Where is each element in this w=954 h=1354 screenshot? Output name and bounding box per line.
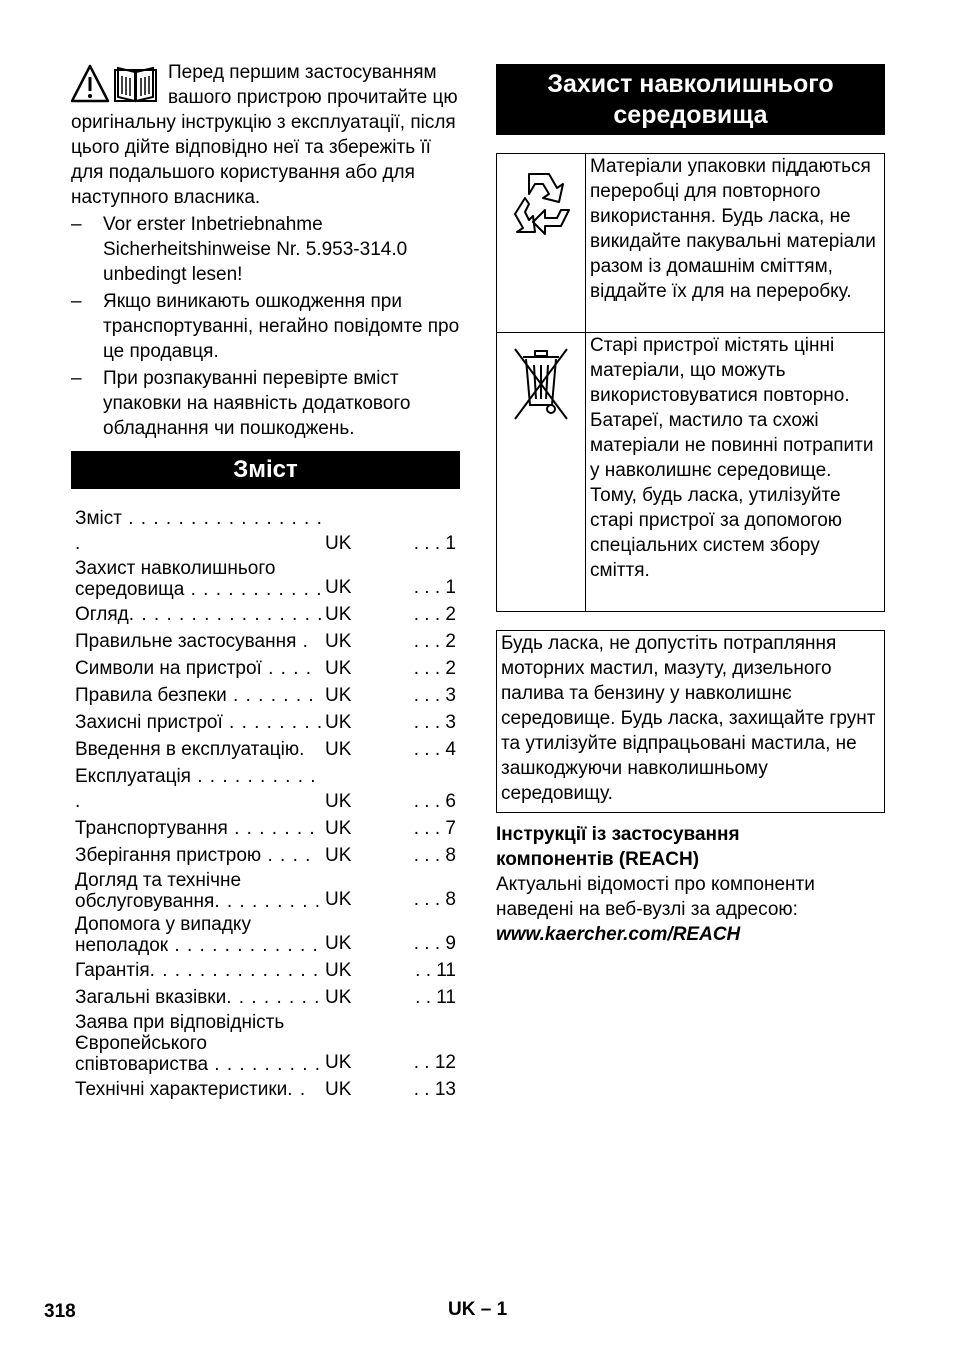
toc-row[interactable] [75,683,456,710]
toc-row[interactable] [75,558,456,602]
toc-entry-title [75,737,325,764]
toc-entry-title [75,1012,325,1077]
toc-entry-title [75,843,325,870]
bullet-text: При розпакуванні перевірте вміст упаковки на наявність додаткового обладнання чи пошкоджень. [103,368,411,439]
toc-entry-lang: UK [325,889,352,910]
toc-entry-lang: UK [325,1079,352,1100]
reach-title [496,822,885,872]
toc-entry-page: . . . 6 [413,791,456,812]
toc-row[interactable] [75,710,456,737]
toc-leader: . . . . . . . . . [214,891,322,912]
toc-leader: . [299,739,306,760]
toc-title-line: Зміст [75,508,122,529]
manual-book-icon [115,68,156,101]
toc-entry-page: . . . 2 [413,631,456,652]
toc-leader: . . . . . . . . . [208,1054,322,1075]
toc-entry-title [75,683,325,710]
toc-leader: . . . . . . . [226,685,315,706]
environment-text: Старі пристрої містять цінні матеріали, що можуть використовуватися повторно. Батареї, мастило та схожі матеріали не повинні потрапити у навколишнє середовище. Тому, будь ласка, утилізуйте старі пристрої за допомогою спеціальних систем збору сміття. [590,335,874,581]
toc-entry-lang: UK [325,845,352,866]
toc-entry-title [75,870,325,914]
toc-row[interactable] [75,985,456,1012]
toc-entry-title [75,558,325,602]
toc-entry-page: . . . 8 [413,845,456,866]
toc-leader: . . . . . . . . . . . . . . [149,960,320,981]
toc-entry-title [75,816,325,843]
bullet-marker: – [71,214,82,235]
toc-row[interactable] [75,737,456,764]
toc-entry-page: . . . 3 [413,712,456,733]
toc-title-line: співтовариства [75,1054,209,1075]
toc-title-line: Гарантія [75,960,150,981]
toc-entry-lang: UK [325,739,352,760]
crossed-bin-icon [511,345,571,423]
toc-leader: . . . . . . . . . . . . . . . . [128,604,324,625]
oil-note-box: Будь ласка, не допустіть потрапляння моторних мастил, мазуту, дизельного палива та бензину у навколишнє середовище. Будь ласка, захищайте грунт та утилізуйте відпрацьовані мастила, не зашкоджуючи навколишньому середовищу. [496,630,885,813]
toc-entry-lang: UK [325,818,352,839]
footer-section: UK – 1 [448,1299,508,1320]
toc-table [75,506,456,1104]
environment-heading [496,64,885,135]
toc-title-line: Загальні вказівки [75,987,227,1008]
toc-leader: . [296,631,309,652]
toc-leader: . . [287,1079,307,1100]
toc-entry-page: . . . 9 [413,933,456,954]
reach-title-line2: компонентів (REACH) [496,849,700,870]
toc-row[interactable] [75,629,456,656]
toc-title-line: Захисні пристрої [75,712,223,733]
toc-title-line: Захист навколишнього [75,558,276,579]
toc-entry-title [75,602,325,629]
toc-leader: . . . . . . . . . . . [184,579,323,600]
reach-url: www.kaercher.com/REACH [496,924,741,945]
toc-title-line: Європейського [75,1033,207,1054]
toc-title-line: Правила безпеки [75,685,227,706]
page-number: 318 [44,1301,76,1322]
toc-leader: . . . . . . . . [226,987,321,1008]
bullet-item [71,212,460,287]
intro-text: Перед першим застосуванням вашого пристрою прочитайте цю оригінальну інструкцію з експлуатації, після цього дійте відповідно неї та збережіть її для подальшого користування або для наступного власника. [71,62,458,208]
environment-heading-line1: Захист навколишнього [547,69,834,98]
toc-title-line: середовища [75,579,185,600]
toc-row[interactable] [75,914,456,958]
toc-entry-lang: UK [325,533,352,554]
toc-entry-page: . . . 2 [413,658,456,679]
toc-row[interactable] [75,870,456,914]
toc-entry-lang: UK [325,685,352,706]
toc-title-line: Заява при відповідність [75,1012,285,1033]
toc-leader: . . . . [261,658,313,679]
toc-title-line: Символи на пристрої [75,658,262,679]
toc-heading: Зміст [71,451,460,489]
toc-row[interactable] [75,843,456,870]
toc-leader: . . . . . . . . . . . . [168,935,319,956]
toc-leader: . . . . . . . [227,818,316,839]
toc-title-line: Догляд та технічне [75,870,242,891]
toc-title-line: неполадок [75,935,169,956]
toc-entry-lang: UK [325,933,352,954]
intro-paragraph [71,60,460,210]
toc-entry-lang: UK [325,791,352,812]
toc-title-line: Транспортування [75,818,228,839]
toc-entry-lang: UK [325,604,352,625]
toc-entry-lang: UK [325,658,352,679]
toc-entry-page: . . 13 [413,1079,456,1100]
bullet-item [71,289,460,364]
recycling-icon [503,166,579,246]
toc-row[interactable] [75,1012,456,1077]
toc-entry-page: . . 12 [413,1052,456,1073]
bullet-text: Якщо виникають ошкодження при транспортуванні, негайно повідомте про це продавця. [103,291,460,362]
environment-text: Матеріали упаковки піддаються переробці для повторного використання. Будь ласка, не викидайте пакувальні матеріали разом із домашнім сміттям, віддайте їх для на переробку. [590,156,876,302]
toc-entry-lang: UK [325,960,352,981]
toc-row[interactable] [75,602,456,629]
toc-entry-page: . . 11 [415,987,456,1008]
toc-entry-lang: UK [325,987,352,1008]
toc-entry-title [75,710,325,737]
toc-entry-page: . . . 4 [413,739,456,760]
toc-title-line: Технічні характеристики [75,1079,288,1100]
toc-entry-lang: UK [325,577,352,598]
toc-entry-page: . . . 2 [413,604,456,625]
bullet-marker: – [71,291,82,312]
toc-entry-title [75,958,325,985]
toc-row[interactable] [75,958,456,985]
toc-title-line: Експлуатація [75,766,191,787]
recycling-icon-cell [497,154,586,332]
toc-entry-page: . . . 1 [413,577,456,598]
toc-title-line: обслуговування [75,891,215,912]
toc-entry-title [75,914,325,958]
toc-entry-page: . . . 8 [413,889,456,910]
toc-entry-title [75,629,325,656]
toc-title-line: Введення в експлуатацію [75,739,300,760]
toc-entry-page: . . . 7 [413,818,456,839]
bullet-list [71,212,460,441]
toc-title-line: Зберігання пристрою [75,845,262,866]
toc-entry-page: . . 11 [415,960,456,981]
toc-title-line: Правильне застосування [75,631,297,652]
toc-entry-title [75,506,325,558]
toc-leader: . . . . . . . . [222,712,324,733]
toc-title-line: Допомога у випадку [75,914,251,935]
toc-row[interactable] [75,506,456,558]
warning-triangle-icon [72,66,108,101]
environment-heading-line2: середовища [613,100,768,129]
toc-entry-page: . . . 3 [413,685,456,706]
toc-leader: . . . . . . . . . . . [75,766,317,812]
toc-entry-page: . . . 1 [413,533,456,554]
toc-entry-title [75,1077,325,1104]
toc-row[interactable] [75,1077,456,1104]
toc-entry-lang: UK [325,712,352,733]
left-column [71,60,460,1104]
reach-title-line1: Інструкції із застосування [496,824,740,845]
reach-text: Актуальні відомості про компоненти наведені на веб-вузлі за адресою: [496,874,815,920]
right-column [496,64,885,947]
toc-entry-title [75,985,325,1012]
toc-row[interactable] [75,816,456,843]
intro-icons [71,64,163,108]
environment-table [496,153,885,612]
bullet-text: Vor erster Inbetriebnahme Sicherheitshinweise Nr. 5.953-314.0 unbedingt lesen! [103,214,408,285]
toc-entry-lang: UK [325,1052,352,1073]
bullet-item [71,366,460,441]
bullet-marker: – [71,368,82,389]
environment-row [497,332,884,611]
toc-entry-lang: UK [325,631,352,652]
toc-row[interactable] [75,764,456,816]
toc-leader: . . . . . . . . . . . . . . . . . [75,508,323,554]
toc-row[interactable] [75,656,456,683]
crossed-bin-icon-cell [497,333,586,611]
toc-title-line: Огляд [75,604,129,625]
toc-entry-title [75,656,325,683]
toc-entry-title [75,764,325,816]
environment-row [497,154,884,332]
toc-leader: . . . . [261,845,312,866]
